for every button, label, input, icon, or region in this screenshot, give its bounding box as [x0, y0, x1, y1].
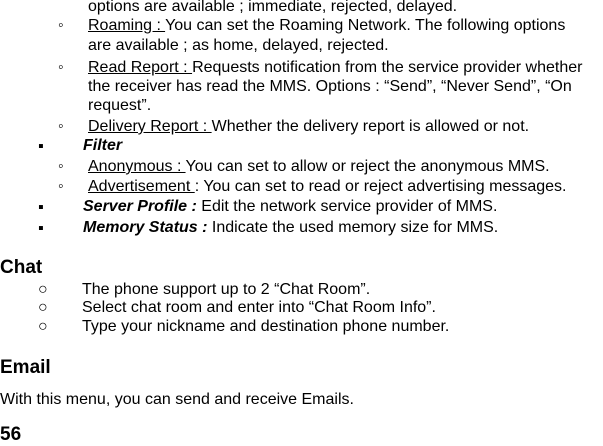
- roaming-text: You can set the Roaming Network. The following options: [165, 17, 566, 34]
- roaming-label: Roaming :: [88, 17, 166, 34]
- delivery-report-label: Delivery Report :: [88, 118, 212, 135]
- read-report-text-cont2: request”.: [88, 97, 152, 114]
- circle-bullet: ◦: [58, 59, 64, 76]
- memory-status-text: Indicate the used memory size for MMS.: [211, 219, 499, 236]
- chat-item: Select chat room and enter into “Chat Room Info”.: [82, 299, 436, 316]
- circle-bullet: ◦: [58, 17, 64, 34]
- memory-status-label: Memory Status :: [83, 219, 212, 236]
- read-report-text-cont: the receiver has read the MMS. Options : “Send”, “Never Send”, “On: [88, 78, 572, 95]
- circle-bullet: ◦: [58, 158, 64, 175]
- square-bullet: ▪: [38, 220, 44, 237]
- circle-bullet: ◦: [58, 118, 64, 135]
- chat-item: Type your nickname and destination phone number.: [82, 318, 450, 335]
- email-text: With this menu, you can send and receive Emails.: [0, 391, 354, 408]
- ring-bullet: ○: [38, 299, 48, 316]
- email-heading: Email: [0, 357, 51, 378]
- read-report-label: Read Report :: [88, 59, 193, 76]
- advertisement-item: [88, 177, 566, 196]
- filter-label: Filter: [83, 137, 123, 154]
- ring-bullet: ○: [38, 318, 48, 335]
- advertisement-text: : You can set to read or reject advertising messages.: [194, 178, 567, 195]
- read-report-text: Requests notification from the service provider whether: [192, 59, 583, 76]
- page-number: 56: [0, 424, 22, 445]
- square-bullet: ▪: [38, 199, 44, 216]
- square-bullet: ▪: [38, 138, 44, 155]
- delivery-report-item: [88, 117, 529, 136]
- server-profile-text: Edit the network service provider of MMS.: [201, 198, 498, 215]
- circle-bullet: ◦: [58, 178, 64, 195]
- options-line: options are available ; immediate, rejected, delayed.: [88, 0, 458, 15]
- anonymous-label: Anonymous :: [88, 158, 186, 175]
- read-report-item: [88, 58, 582, 77]
- anonymous-text: You can set to allow or reject the anonymous MMS.: [185, 158, 550, 175]
- server-profile-label: Server Profile :: [83, 198, 202, 215]
- roaming-item: [88, 16, 565, 35]
- roaming-text-cont: are available ; as home, delayed, rejected.: [88, 37, 389, 54]
- memory-status-item: [83, 218, 498, 237]
- chat-heading: Chat: [0, 257, 43, 278]
- advertisement-label: Advertisement: [88, 178, 195, 195]
- chat-item: The phone support up to 2 “Chat Room”.: [82, 281, 371, 298]
- server-profile-item: [83, 197, 497, 216]
- delivery-report-text: Whether the delivery report is allowed or not.: [211, 118, 530, 135]
- ring-bullet: ○: [38, 281, 48, 298]
- anonymous-item: [88, 157, 550, 176]
